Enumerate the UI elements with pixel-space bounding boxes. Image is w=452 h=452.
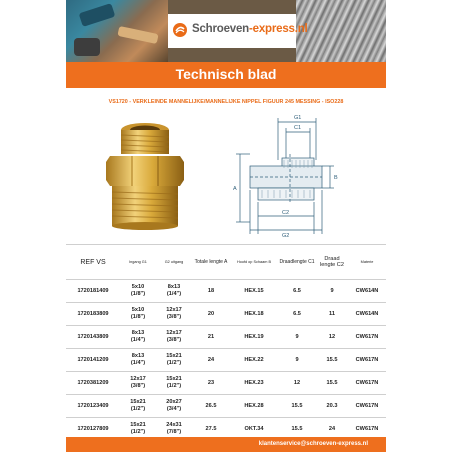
brand-name: Schroeven-express.nl xyxy=(192,23,308,35)
table-cell xyxy=(192,372,230,395)
table-cell xyxy=(156,372,192,395)
column-header: Draad lengte C2 xyxy=(316,245,348,280)
cell-value: (3/8") xyxy=(130,383,146,389)
cell-value: 24 xyxy=(328,425,336,432)
specification-table xyxy=(66,244,386,441)
cell-value: 15.5 xyxy=(291,425,303,432)
cell-value: 27.5 xyxy=(205,425,217,432)
table-cell xyxy=(230,349,278,372)
table-cell xyxy=(66,280,120,303)
cell-value: 8x13 xyxy=(167,284,181,290)
table-row xyxy=(66,395,386,418)
cell-value: CW617N xyxy=(355,425,379,432)
table-cell xyxy=(278,280,316,303)
cell-value: 6.5 xyxy=(293,287,301,294)
table-cell xyxy=(156,349,192,372)
dim-label-b: B xyxy=(334,175,338,181)
cell-value: 18 xyxy=(207,287,215,294)
table-cell xyxy=(156,303,192,326)
cell-value: (1/4") xyxy=(166,291,182,297)
table-cell xyxy=(278,303,316,326)
table-cell xyxy=(120,326,156,349)
header-banner xyxy=(66,0,386,62)
footer-email-link[interactable]: klantenservice@schroeven-express.nl xyxy=(258,441,368,447)
cell-value: 6.5 xyxy=(293,310,301,317)
title-bar xyxy=(66,62,386,88)
cell-value: (1/2") xyxy=(130,429,146,435)
table-cell xyxy=(230,395,278,418)
table-cell xyxy=(230,326,278,349)
table-cell xyxy=(230,280,278,303)
table-cell xyxy=(156,280,192,303)
column-header: REF VS xyxy=(66,245,120,280)
cell-value: (3/8") xyxy=(166,314,182,320)
table-cell xyxy=(278,395,316,418)
cell-value: 9 xyxy=(295,356,299,363)
table-cell xyxy=(348,372,386,395)
table-cell xyxy=(192,349,230,372)
cell-value: CW617N xyxy=(355,379,379,386)
table-cell xyxy=(66,349,120,372)
column-header: Hoofd op Schaam B xyxy=(230,245,278,280)
cell-value: CW617N xyxy=(355,402,379,409)
cell-value: 15.5 xyxy=(291,402,303,409)
cell-value: HEX.23 xyxy=(244,379,264,386)
screws-photo xyxy=(296,0,386,62)
cell-value: 26.5 xyxy=(205,402,217,409)
table-header-row xyxy=(66,245,386,280)
page-title: Technisch blad xyxy=(175,66,277,82)
cell-value: (1/2") xyxy=(166,383,182,389)
table-cell xyxy=(66,303,120,326)
cell-value: CW617N xyxy=(355,333,379,340)
cell-value: 8x13 xyxy=(131,330,145,336)
cell-value: 15.5 xyxy=(326,379,338,386)
cell-value: (1/4") xyxy=(130,360,146,366)
brand-logo[interactable] xyxy=(168,14,308,48)
cell-value: 5x10 xyxy=(131,307,145,313)
table-cell xyxy=(120,349,156,372)
cell-value: 24 xyxy=(207,356,215,363)
table-row xyxy=(66,372,386,395)
table-cell xyxy=(316,326,348,349)
cell-value: OKT.34 xyxy=(244,425,264,432)
brass-nipple-photo xyxy=(104,118,186,230)
cell-value: 1720183809 xyxy=(77,310,109,317)
product-subtitle: VS1720 - VERKLEINDE MANNELIJKE/MANNELIJKE NIPPEL FIGUUR 245 MESSING - ISO228 xyxy=(108,99,344,105)
cell-value: (3/8") xyxy=(166,337,182,343)
cell-value: 15x21 xyxy=(130,422,146,428)
cell-value: HEX.22 xyxy=(244,356,264,363)
cell-value: HEX.18 xyxy=(244,310,264,317)
table-cell xyxy=(278,372,316,395)
footer-bar xyxy=(66,437,386,452)
dim-label-c1: C1 xyxy=(294,125,302,131)
table-cell xyxy=(192,395,230,418)
cell-value: 21 xyxy=(207,333,215,340)
cell-value: 1720141209 xyxy=(77,356,109,363)
table-row xyxy=(66,303,386,326)
table-cell xyxy=(156,326,192,349)
table-cell xyxy=(156,395,192,418)
cell-value: (1/8") xyxy=(130,291,146,297)
table-cell xyxy=(66,395,120,418)
cell-value: HEX.15 xyxy=(244,287,264,294)
table-cell xyxy=(120,395,156,418)
cell-value: HEX.19 xyxy=(244,333,264,340)
table-cell xyxy=(348,395,386,418)
column-header: Draadlengte C1 xyxy=(278,245,316,280)
table-cell xyxy=(66,372,120,395)
cell-value: CW614N xyxy=(355,287,379,294)
cell-value: 15x21 xyxy=(130,399,146,405)
cell-value: 23 xyxy=(207,379,215,386)
table-row xyxy=(66,349,386,372)
table-cell xyxy=(120,372,156,395)
table-row xyxy=(66,280,386,303)
cell-value: 12x17 xyxy=(130,376,146,382)
table-cell xyxy=(230,372,278,395)
cell-value: 20 xyxy=(207,310,215,317)
table-cell xyxy=(316,280,348,303)
dim-label-a: A xyxy=(233,186,237,192)
table-cell xyxy=(120,303,156,326)
table-cell xyxy=(278,326,316,349)
table-row xyxy=(66,326,386,349)
cell-value: (3/4") xyxy=(166,406,182,412)
cell-value: (7/8") xyxy=(166,429,182,435)
cell-value: 20x27 xyxy=(166,399,182,405)
table-cell xyxy=(278,349,316,372)
cell-value: (1/2") xyxy=(130,406,146,412)
table-cell xyxy=(348,303,386,326)
cell-value: 9 xyxy=(295,333,299,340)
cell-value: HEX.28 xyxy=(244,402,264,409)
cell-value: 20.3 xyxy=(326,402,338,409)
technical-drawing xyxy=(230,110,360,240)
cell-value: (1/4") xyxy=(130,337,146,343)
cell-value: 1720127809 xyxy=(77,425,109,432)
table-cell xyxy=(120,280,156,303)
cell-value: 5x10 xyxy=(131,284,145,290)
cell-value: 1720381209 xyxy=(77,379,109,386)
cell-value: CW617N xyxy=(355,356,379,363)
column-header: Materie xyxy=(348,245,386,280)
table-cell xyxy=(192,280,230,303)
cell-value: 12x17 xyxy=(166,307,182,313)
cell-value: (1/2") xyxy=(166,360,182,366)
cell-value: 11 xyxy=(329,310,335,317)
dim-label-g2: G2 xyxy=(282,233,290,239)
cell-value: CW614N xyxy=(355,310,379,317)
cell-value: 15x21 xyxy=(166,376,182,382)
cell-value: 12 xyxy=(328,333,336,340)
table-cell xyxy=(192,303,230,326)
table-cell xyxy=(348,280,386,303)
cell-value: 24x31 xyxy=(166,422,182,428)
screw-logo-icon xyxy=(172,22,188,38)
cell-value: (1/8") xyxy=(130,314,146,320)
cell-value: 1720143809 xyxy=(77,333,109,340)
cell-value: 8x13 xyxy=(131,353,145,359)
cell-value: 12x17 xyxy=(166,330,182,336)
cell-value: 1720123409 xyxy=(77,402,109,409)
table-cell xyxy=(66,326,120,349)
dim-label-c2: C2 xyxy=(282,210,290,216)
cell-value: 9 xyxy=(330,287,334,294)
cell-value: 12 xyxy=(293,379,301,386)
table-cell xyxy=(316,372,348,395)
cell-value: 1720181409 xyxy=(77,287,109,294)
column-header: Ingang G1 xyxy=(120,245,156,280)
tools-photo xyxy=(66,0,168,62)
table-cell xyxy=(316,395,348,418)
column-header: Totale lengte A xyxy=(192,245,230,280)
column-header: G2 uitgang xyxy=(156,245,192,280)
dim-label-g1: G1 xyxy=(294,115,302,121)
table-cell xyxy=(316,303,348,326)
table-cell xyxy=(316,349,348,372)
table-cell xyxy=(192,326,230,349)
table-cell xyxy=(230,303,278,326)
cell-value: 15.5 xyxy=(326,356,338,363)
cell-value: 15x21 xyxy=(166,353,182,359)
table-cell xyxy=(348,326,386,349)
table-cell xyxy=(348,349,386,372)
